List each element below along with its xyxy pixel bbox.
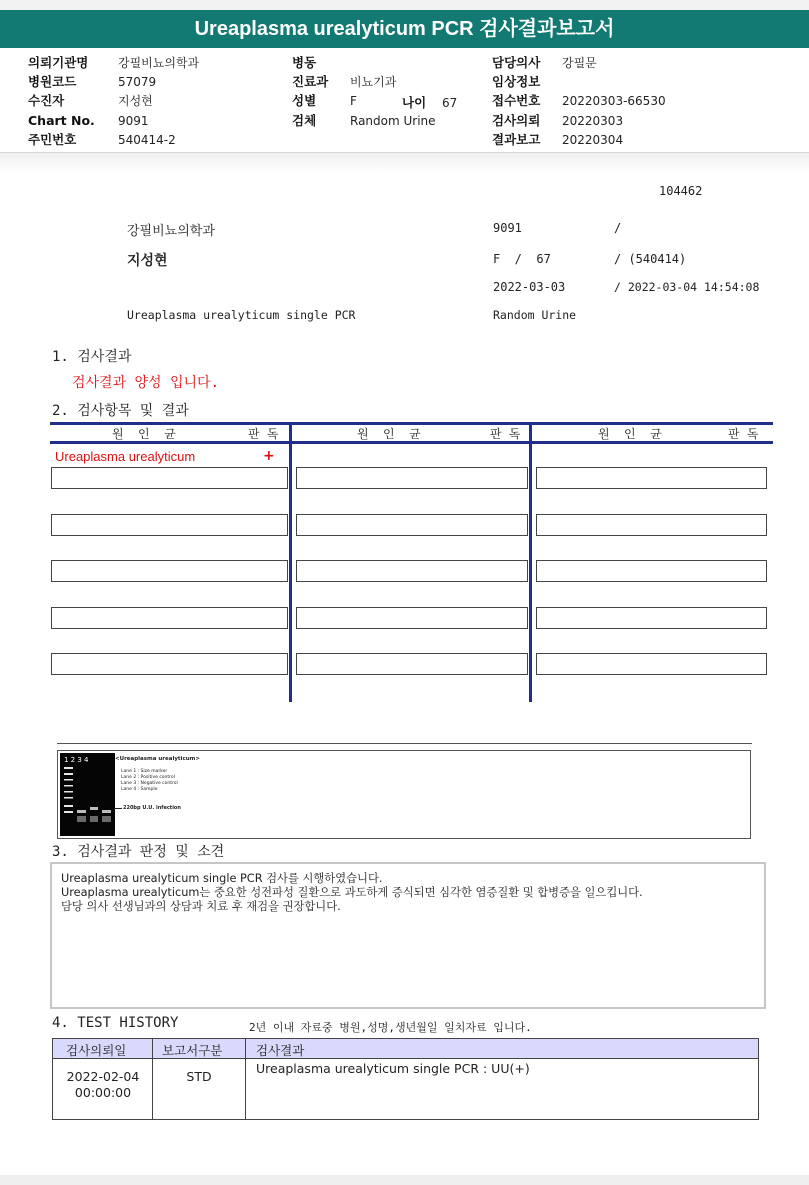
header-label: 접수번호 bbox=[492, 93, 541, 109]
header-row bbox=[28, 93, 328, 111]
header-row bbox=[492, 55, 792, 73]
top-margin bbox=[0, 0, 809, 10]
header-label: 결과보고 bbox=[492, 131, 541, 147]
result-cell bbox=[536, 467, 767, 489]
header-label: 검체 bbox=[292, 112, 317, 128]
history-col-line-2 bbox=[245, 1038, 246, 1120]
section1-title: 1. 검사결과 bbox=[52, 349, 132, 365]
header-value: 20220303-66530 bbox=[562, 94, 666, 109]
bottom-margin bbox=[0, 1175, 809, 1185]
gel-rule-top bbox=[57, 743, 752, 744]
table-divider-2 bbox=[529, 422, 532, 702]
result-cell bbox=[51, 514, 288, 536]
header-row bbox=[28, 74, 328, 92]
header-info bbox=[0, 55, 809, 150]
header-divider bbox=[0, 152, 809, 153]
result-cell bbox=[51, 560, 288, 582]
age-label: 나이 bbox=[402, 95, 427, 110]
history-header-result: 검사결과 bbox=[256, 1043, 305, 1058]
summary-date-report: / 2022-03-04 14:54:08 bbox=[614, 280, 760, 294]
header-label: 병동 bbox=[292, 55, 317, 70]
header-value: 20220303 bbox=[562, 113, 624, 128]
section4-title: 4. TEST HISTORY bbox=[52, 1015, 179, 1031]
table-divider-1 bbox=[289, 422, 292, 702]
result-cell bbox=[536, 560, 767, 582]
header-label: 임상정보 bbox=[492, 74, 541, 90]
header-row bbox=[28, 132, 328, 150]
header-label: 성별 bbox=[292, 93, 317, 109]
gel-title: <Ureaplasma urealyticum> bbox=[115, 756, 200, 762]
col-header-pathogen-3: 원 인 균 bbox=[598, 427, 662, 441]
header-label: 병원코드 bbox=[28, 74, 77, 90]
summary-slash: / bbox=[614, 221, 622, 235]
header-label: 검사의뢰 bbox=[492, 112, 541, 128]
header-value: 비뇨기과 bbox=[350, 75, 397, 90]
history-header-row bbox=[52, 1038, 759, 1059]
header-value: Random Urine bbox=[350, 113, 436, 128]
section2-title: 2. 검사항목 및 결과 bbox=[52, 403, 189, 419]
gel-frame bbox=[57, 750, 751, 839]
col-header-judge-2: 판 독 bbox=[490, 427, 521, 441]
header-value: F bbox=[350, 94, 357, 109]
summary-date-request: 2022-03-03 bbox=[493, 280, 566, 294]
col-header-judge-3: 판 독 bbox=[728, 427, 759, 441]
gel-band-label: 220bp U.U. infection bbox=[123, 805, 181, 811]
result-cell bbox=[536, 653, 767, 675]
col-header-judge-1: 판 독 bbox=[248, 427, 279, 441]
remarks-line: Ureaplasma urealyticum single PCR 검사를 시행하였습니다. bbox=[61, 872, 383, 885]
header-row bbox=[492, 132, 792, 150]
header-value: 강필문 bbox=[562, 56, 597, 70]
header-label: 담당의사 bbox=[492, 55, 541, 70]
summary-sex-age: F / 67 bbox=[493, 252, 551, 266]
result-cell bbox=[296, 607, 528, 629]
result-cell bbox=[296, 514, 528, 536]
history-row-type: STD bbox=[186, 1069, 212, 1084]
header-shadow bbox=[0, 152, 809, 174]
history-row-time: 00:00:00 bbox=[74, 1085, 132, 1100]
summary-test-name: Ureaplasma urealyticum single PCR bbox=[127, 308, 356, 322]
age-value: 67 bbox=[442, 96, 458, 110]
report-title: Ureaplasma urealyticum PCR 검사결과보고서 bbox=[0, 10, 809, 48]
header-value: 540414-2 bbox=[118, 132, 176, 147]
history-table bbox=[52, 1038, 759, 1120]
gel-legend-item: Lane 2 : Positive control bbox=[121, 775, 175, 780]
remarks-line: 담당 의사 선생님과의 상담과 치료 후 재검을 권장합니다. bbox=[61, 900, 341, 913]
result-cell bbox=[51, 653, 288, 675]
summary-code: 104462 bbox=[659, 184, 703, 198]
gel-electrophoresis-image bbox=[60, 753, 115, 836]
col-header-pathogen-2: 원 인 균 bbox=[357, 427, 421, 441]
result-cell bbox=[536, 514, 767, 536]
result-table bbox=[50, 422, 773, 704]
section3-title: 3. 검사결과 판정 및 소견 bbox=[52, 844, 225, 860]
header-value: 강필비뇨의학과 bbox=[118, 56, 200, 70]
summary-hospital: 강필비뇨의학과 bbox=[127, 224, 215, 239]
header-row bbox=[492, 93, 792, 111]
header-row bbox=[492, 74, 792, 92]
summary-specimen: Random Urine bbox=[493, 308, 577, 322]
header-value: 9091 bbox=[118, 113, 149, 128]
header-row bbox=[492, 113, 792, 131]
remarks-text bbox=[61, 872, 643, 914]
header-label: Chart No. bbox=[28, 112, 95, 128]
summary-birth: / (540414) bbox=[614, 252, 687, 266]
result-cell bbox=[51, 467, 288, 489]
result-cell bbox=[51, 607, 288, 629]
header-label: 진료과 bbox=[292, 74, 329, 90]
gel-lane-numbers: 1 2 3 4 bbox=[64, 756, 89, 764]
remarks-line: Ureaplasma urealyticum는 중요한 성전파성 질환으로 과도하게 증식되면 심각한 염증질환 및 합병증을 일으킵니다. bbox=[61, 886, 643, 899]
header-label: 의뢰기관명 bbox=[28, 55, 89, 70]
header-value: 57079 bbox=[118, 75, 157, 90]
result-cell bbox=[296, 560, 528, 582]
remarks-box bbox=[50, 862, 766, 1009]
gel-band-arrow bbox=[114, 808, 122, 809]
header-label: 주민번호 bbox=[28, 131, 77, 147]
section1-result: 검사결과 양성 입니다. bbox=[72, 375, 220, 391]
header-label: 수진자 bbox=[28, 93, 65, 109]
history-header-date: 검사의뢰일 bbox=[66, 1043, 127, 1058]
header-value: 지성현 bbox=[118, 94, 153, 109]
gel-legend bbox=[121, 769, 178, 793]
header-value: 20220304 bbox=[562, 132, 624, 147]
gel-legend-item: Lane 3 : Negative control bbox=[121, 781, 178, 786]
history-header-type: 보고서구분 bbox=[162, 1043, 223, 1058]
header-row bbox=[28, 113, 328, 131]
history-row-result: Ureaplasma urealyticum single PCR : UU(+) bbox=[256, 1061, 530, 1076]
summary-patient: 지성현 bbox=[127, 253, 168, 269]
result-cell bbox=[296, 467, 528, 489]
pathogen-name: Ureaplasma urealyticum bbox=[55, 449, 196, 464]
result-cell bbox=[296, 653, 528, 675]
summary-chart: 9091 bbox=[493, 221, 522, 235]
col-header-pathogen-1: 원 인 균 bbox=[112, 427, 176, 441]
result-cell bbox=[536, 607, 767, 629]
pathogen-result: + bbox=[263, 448, 275, 464]
header-row bbox=[28, 55, 328, 73]
gel-legend-item: Lane 4 : Sample bbox=[121, 787, 158, 792]
gel-legend-item: Lane 1 : Size marker bbox=[121, 769, 168, 774]
section4-note: 2년 이내 자료중 병원,성명,생년월일 일치자료 입니다. bbox=[249, 1021, 532, 1034]
history-row-date: 2022-02-04 bbox=[66, 1069, 140, 1084]
gel-image bbox=[60, 753, 115, 836]
